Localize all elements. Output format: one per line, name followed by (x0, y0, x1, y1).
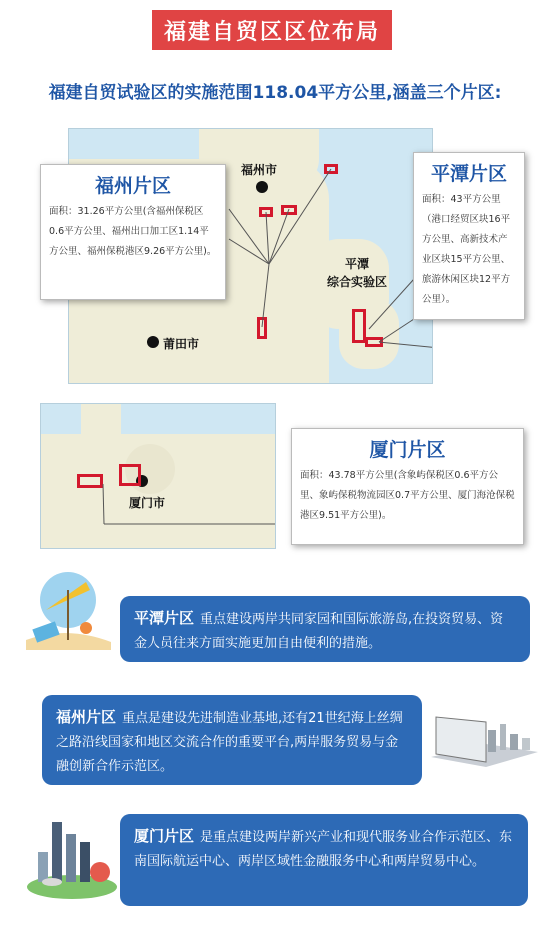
xiamen-description-text: 是重点建设两岸新兴产业和现代服务业合作示范区、东南国际航运中心、两岸区域性金融服务中心和两岸贸易中心。 (134, 830, 513, 869)
pingtan-description (120, 596, 530, 662)
fuzhou-description (42, 695, 422, 785)
xiamen-description-title: 厦门片区 (134, 827, 195, 845)
laptop-city-illustration (426, 712, 541, 772)
page-subtitle: 福建自贸试验区的实施范围118.04平方公里,涵盖三个片区: (48, 83, 502, 103)
pingtan-description-text: 重点建设两岸共同家园和国际旅游岛,在投资贸易、资金人员往来方面实施更加自由便利的措施。 (134, 612, 504, 651)
xiamen-zone-title: 厦门片区 (369, 439, 446, 461)
xiamen-city-label: 厦门市 (129, 496, 166, 510)
pingtan-area-label: 平潭 综合实验区 (327, 257, 388, 289)
page-title: 福建自贸区区位布局 (152, 10, 392, 50)
xiamen-zone-card (291, 428, 524, 545)
fuzhou-city-label: 福州市 (241, 163, 278, 177)
beach-illustration (16, 570, 116, 665)
fuzhou-description-title: 福州片区 (56, 708, 117, 726)
pingtan-description-title: 平潭片区 (134, 609, 195, 627)
pingtan-zone-title: 平潭片区 (430, 163, 507, 185)
pingtan-zone-card (413, 152, 525, 320)
fuzhou-zone-card (40, 164, 226, 300)
fuzhou-zone-body: 面积：31.26平方公里(含福州保税区0.6平方公里、福州出口加工区1.14平方公里、福州保税港区9.26平方公里)。 (49, 206, 217, 257)
xiamen-map (40, 403, 276, 549)
xiamen-zone-body: 面积：43.78平方公里(含象屿保税区0.6平方公里、象屿保税物流园区0.7平方公里、厦门海沧保税港区9.51平方公里)。 (300, 470, 515, 521)
xiamen-description (120, 814, 528, 906)
fuzhou-zone-title: 福州片区 (94, 175, 171, 197)
map-pointer-lines (41, 404, 276, 549)
putian-city-label: 莆田市 (163, 337, 200, 351)
pingtan-zone-body: 面积：43平方公里（港口经贸区块16平方公里、高新技术产业区块15平方公里、旅游休闲区块12平方公里）。 (422, 194, 511, 305)
city-buildings-illustration (22, 812, 122, 902)
fuzhou-description-text: 重点是建设先进制造业基地,还有21世纪海上丝绸之路沿线国家和地区交流合作的重要平台,两岸服务贸易与金融创新合作示范区。 (56, 711, 403, 774)
